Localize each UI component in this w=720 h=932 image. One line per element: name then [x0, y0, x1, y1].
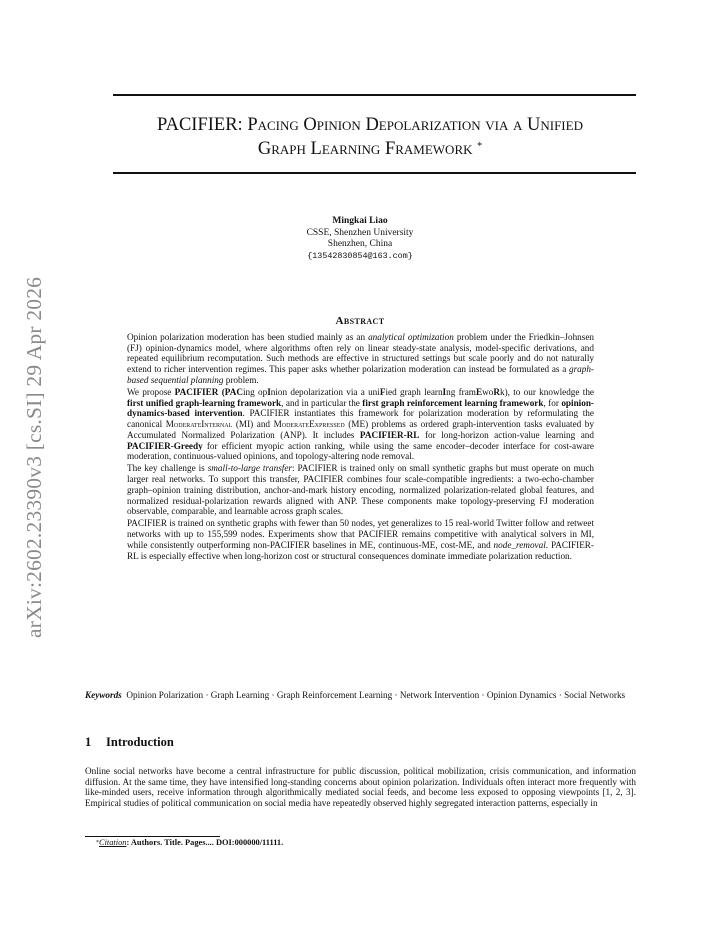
section-heading-introduction: [85, 735, 174, 750]
abstract-paragraph-1: Opinion polarization moderation has been studied mainly as an analytical optimization problem under the Friedkin–Johnsen (FJ) opinion-dynamics model, where algorithms often rely on linear steady-state analysis, model-specific derivations, and repeated equilibrium recomputation. Such methods are effective in structured settings but scale poorly and do not naturally extend to richer intervention regimes. This paper asks whether polarization moderation can instead be formulated as a graph-based sequential planning problem.: [127, 332, 595, 385]
keywords-line: [85, 690, 636, 701]
author-block: [180, 216, 540, 262]
section-title: Introduction: [106, 735, 174, 749]
paper-title: [80, 113, 660, 161]
abstract-paragraph-3: The key challenge is small-to-large transfer: PACIFIER is trained only on small synthetic graphs but must operate on much larger real networks. To support this transfer, PACIFIER combines four scale-compatible ingredients: a two-echo-chamber graph–opinion training distribution, anchor-and-mark history encoding, normalized polarization-related global features, and normalized residual-polarization rewards aligned with ANP. These components make topology-preserving FJ moderation observable, comparable, and learnable across graph scales.: [127, 463, 595, 517]
abstract-paragraph-4: PACIFIER is trained on synthetic graphs with fewer than 50 nodes, yet generalizes to 15 real-world Twitter follow and retweet networks with up to 155,599 nodes. Experiments show that PACIFIER remains competitive with analytical solvers in MI, while consistently outperforming non-PACIFIER baselines in ME, continuous-ME, cost-ME, and node_removal. PACIFIER-RL is especially effective when long-horizon cost or structural consequences dominate immediate polarization reduction.: [127, 518, 594, 561]
title-acronym: PACIFIER:: [157, 115, 248, 135]
footnote-citation-link[interactable]: Citation: [99, 838, 127, 847]
abstract-paragraph-2: We propose PACIFIER (PACing opInion depolarization via a uniFied graph learnIng framEwoRk), to our knowledge the first unified graph-learning framework, and in particular the first graph reinforcement learning framework, for opinion-dynamics-based intervention. PACIFIER instantiates this framework for polarization moderation by reformulating the canonical ModerateInternal (MI) and ModerateExpressed (ME) problems as ordered graph-intervention tasks evaluated by Accumulated Normalized Polarization (ANP). It includes PACIFIER-RL for long-horizon action-value learning and PACIFIER-Greedy for efficient myopic action ranking, while using the same encoder–decoder interface for cost-aware moderation, continuous-valued opinions, and topology-altering node removal.: [127, 387, 594, 462]
author-email[interactable]: {13542830854@163.com}: [307, 250, 413, 261]
title-rule-bottom: [113, 172, 636, 174]
arxiv-sidebar-stamp: [10, 268, 50, 638]
title-line-1: Pacing Opinion Depolarization via a Unified: [247, 115, 583, 135]
title-rule-top: [113, 94, 636, 96]
arxiv-identifier: arXiv:2602.23390v3 [cs.SI] 29 Apr 2026: [22, 276, 46, 638]
footnote-rule: [85, 836, 220, 837]
keywords-label: Keywords: [85, 690, 122, 700]
author-name: Mingkai Liao: [332, 216, 388, 226]
footnote-marker: *: [96, 840, 99, 846]
footnote-text: : Authors. Title. Pages.... DOI:000000/11111.: [126, 838, 284, 847]
abstract-body: [127, 332, 594, 563]
introduction-paragraph: Online social networks have become a central infrastructure for public discussion, political mobilization, crisis communication, and information diffusion. At the same time, they have intensified long-standing concerns about opinion polarization. Individuals often interact more frequently with like-minded users, receive information through algorithmically mediated social feeds, and become less exposed to opposing viewpoints [1, 2, 3]. Empirical studies of political communication on social media have repeatedly observed highly segregated interaction patterns, especially in: [85, 766, 636, 809]
introduction-body: [85, 766, 636, 809]
author-location: Shenzhen, China: [327, 239, 393, 250]
author-affiliation: CSSE, Shenzhen University: [306, 227, 414, 238]
abstract-heading: Abstract: [335, 315, 385, 327]
title-footnote-marker: *: [477, 141, 483, 152]
title-line-2: Graph Learning Framework: [257, 139, 473, 159]
keywords-text: Opinion Polarization · Graph Learning · Graph Reinforcement Learning · Network Intervention · Opinion Dynamics · Social Networks: [126, 690, 626, 700]
section-number: 1: [85, 735, 92, 749]
footnote: [96, 838, 283, 848]
